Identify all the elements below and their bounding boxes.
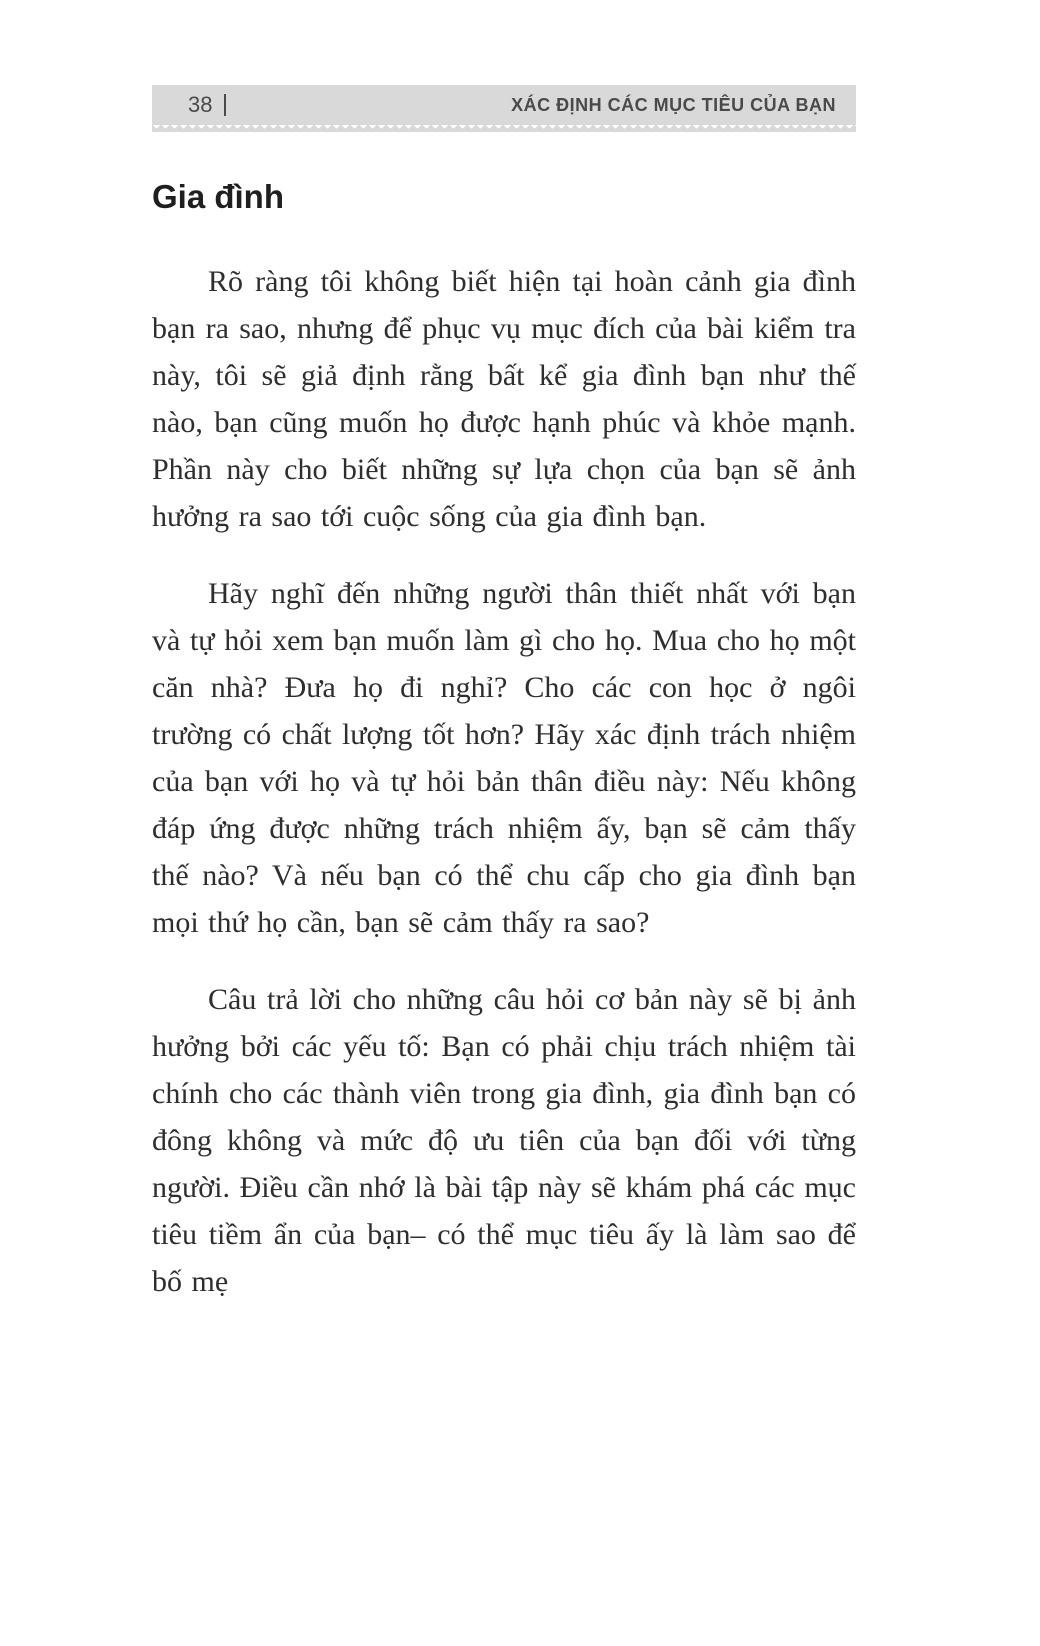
page-header	[152, 85, 856, 132]
running-title: XÁC ĐỊNH CÁC MỤC TIÊU CỦA BẠN	[511, 94, 836, 115]
body-text	[152, 258, 856, 1305]
paragraph-1: Rõ ràng tôi không biết hiện tại hoàn cảnh gia đình bạn ra sao, nhưng để phục vụ mục đích của bài kiểm tra này, tôi sẽ giả định rằng bất kể gia đình bạn như thế nào, bạn cũng muốn họ được hạnh phúc và khỏe mạnh. Phần này cho biết những sự lựa chọn của bạn sẽ ảnh hưởng ra sao tới cuộc sống của gia đình bạn.	[152, 265, 856, 533]
section-heading: Gia đình	[152, 178, 284, 215]
page-number-divider	[224, 94, 226, 116]
book-page	[152, 0, 856, 1335]
page-number: 38	[188, 92, 213, 117]
zigzag-edge	[152, 125, 856, 132]
page-number-group	[188, 92, 226, 118]
paragraph-2: Hãy nghĩ đến những người thân thiết nhất với bạn và tự hỏi xem bạn muốn làm gì cho họ. Mua cho họ một căn nhà? Đưa họ đi nghỉ? Cho các con học ở ngôi trường có chất lượng tốt hơn? Hãy xác định trách nhiệm của bạn với họ và tự hỏi bản thân điều này: Nếu không đáp ứng được những trách nhiệm ấy, bạn sẽ cảm thấy thế nào? Và nếu bạn có thể chu cấp cho gia đình bạn mọi thứ họ cần, bạn sẽ cảm thấy ra sao?	[152, 577, 856, 939]
header-bar	[152, 85, 856, 125]
paragraph-3: Câu trả lời cho những câu hỏi cơ bản này sẽ bị ảnh hưởng bởi các yếu tố: Bạn có phải chịu trách nhiệm tài chính cho các thành viên trong gia đình, gia đình bạn có đông không và mức độ ưu tiên của bạn đối với từng người. Điều cần nhớ là bài tập này sẽ khám phá các mục tiêu tiềm ẩn của bạn– có thể mục tiêu ấy là làm sao để bố mẹ	[152, 983, 856, 1298]
